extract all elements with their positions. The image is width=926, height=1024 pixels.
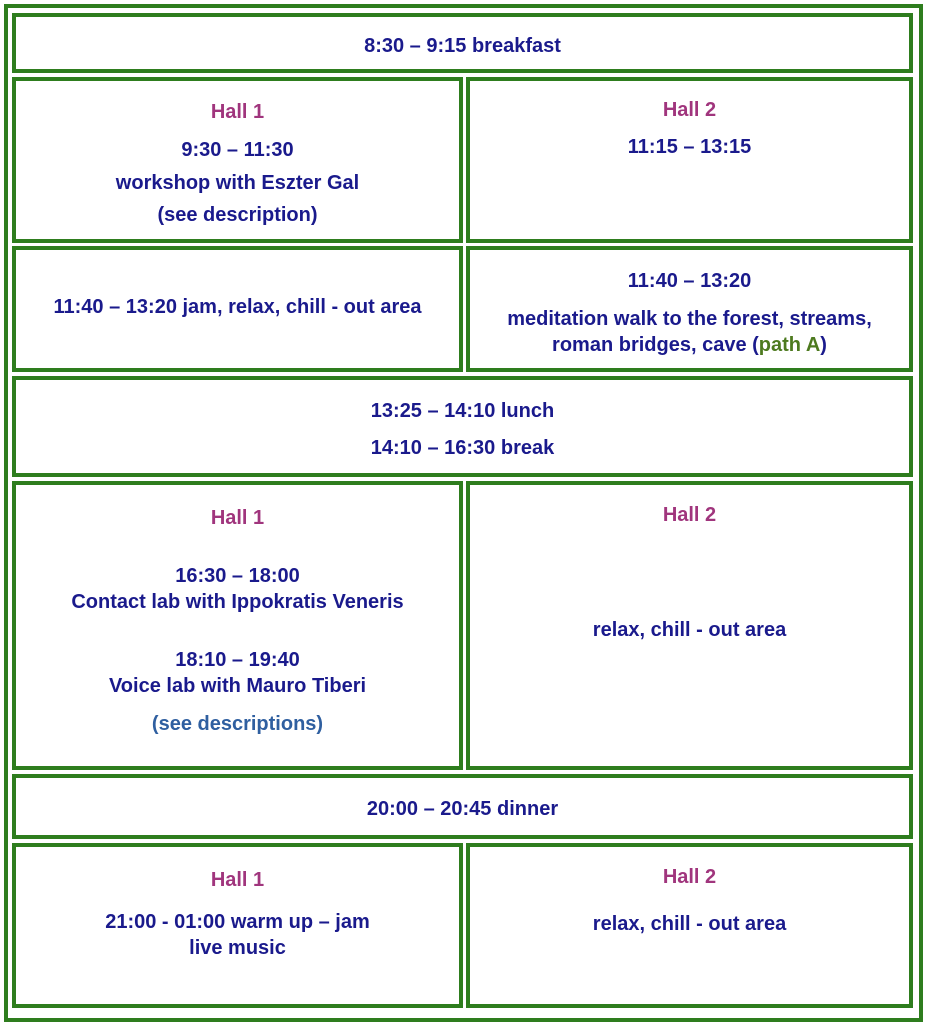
voice-lab-title: Voice lab with Mauro Tiberi (108, 675, 367, 697)
breakfast-text: 8:30 – 9:15 breakfast (364, 35, 561, 57)
hall1-workshop-cell (12, 77, 463, 243)
lunch-cell (12, 376, 913, 477)
hall2-evening-cell (466, 843, 913, 1008)
workshop-description-link[interactable]: (see description) (157, 204, 318, 226)
jam-text: 11:40 – 13:20 jam, relax, chill - out area (53, 296, 422, 318)
meditation-line2-suffix: ) (820, 334, 827, 356)
hall1-label: Hall 1 (210, 507, 265, 529)
evening-jam-text: 21:00 - 01:00 warm up – jam (105, 911, 370, 933)
hall2-session-time: 11:15 – 13:15 (627, 136, 752, 158)
meditation-line1: meditation walk to the forest, streams, (507, 308, 872, 330)
contact-lab-title: Contact lab with Ippokratis Veneris (71, 591, 404, 613)
jam-cell (12, 246, 463, 372)
hall2-relax-cell (466, 481, 913, 770)
hall2-evening-text: relax, chill - out area (592, 913, 787, 935)
hall2-session-cell (466, 77, 913, 243)
hall2-label: Hall 2 (662, 99, 717, 121)
path-a-link[interactable]: path A (758, 334, 821, 356)
hall2-label: Hall 2 (662, 504, 717, 526)
live-music-text: live music (189, 937, 286, 959)
hall1-evening-cell (12, 843, 463, 1008)
meditation-walk-cell (466, 246, 913, 372)
contact-lab-time: 16:30 – 18:00 (175, 565, 300, 587)
meditation-line2 (470, 332, 909, 358)
workshop-time: 9:30 – 11:30 (181, 139, 294, 161)
dinner-text: 20:00 – 20:45 dinner (366, 798, 559, 820)
hall1-labs-cell (12, 481, 463, 770)
hall2-label: Hall 2 (662, 866, 717, 888)
lunch-text: 13:25 – 14:10 lunch (370, 400, 555, 422)
meditation-line2-prefix: roman bridges, cave ( (552, 334, 759, 356)
hall2-relax-text: relax, chill - out area (592, 619, 787, 641)
voice-lab-time: 18:10 – 19:40 (175, 649, 300, 671)
workshop-title: workshop with Eszter Gal (115, 172, 360, 194)
hall1-label: Hall 1 (210, 101, 265, 123)
meditation-time: 11:40 – 13:20 (627, 270, 752, 292)
dinner-cell (12, 774, 913, 839)
break-text: 14:10 – 16:30 break (370, 437, 555, 459)
labs-descriptions-link[interactable]: (see descriptions) (151, 713, 324, 735)
breakfast-cell (12, 13, 913, 73)
hall1-label: Hall 1 (210, 869, 265, 891)
